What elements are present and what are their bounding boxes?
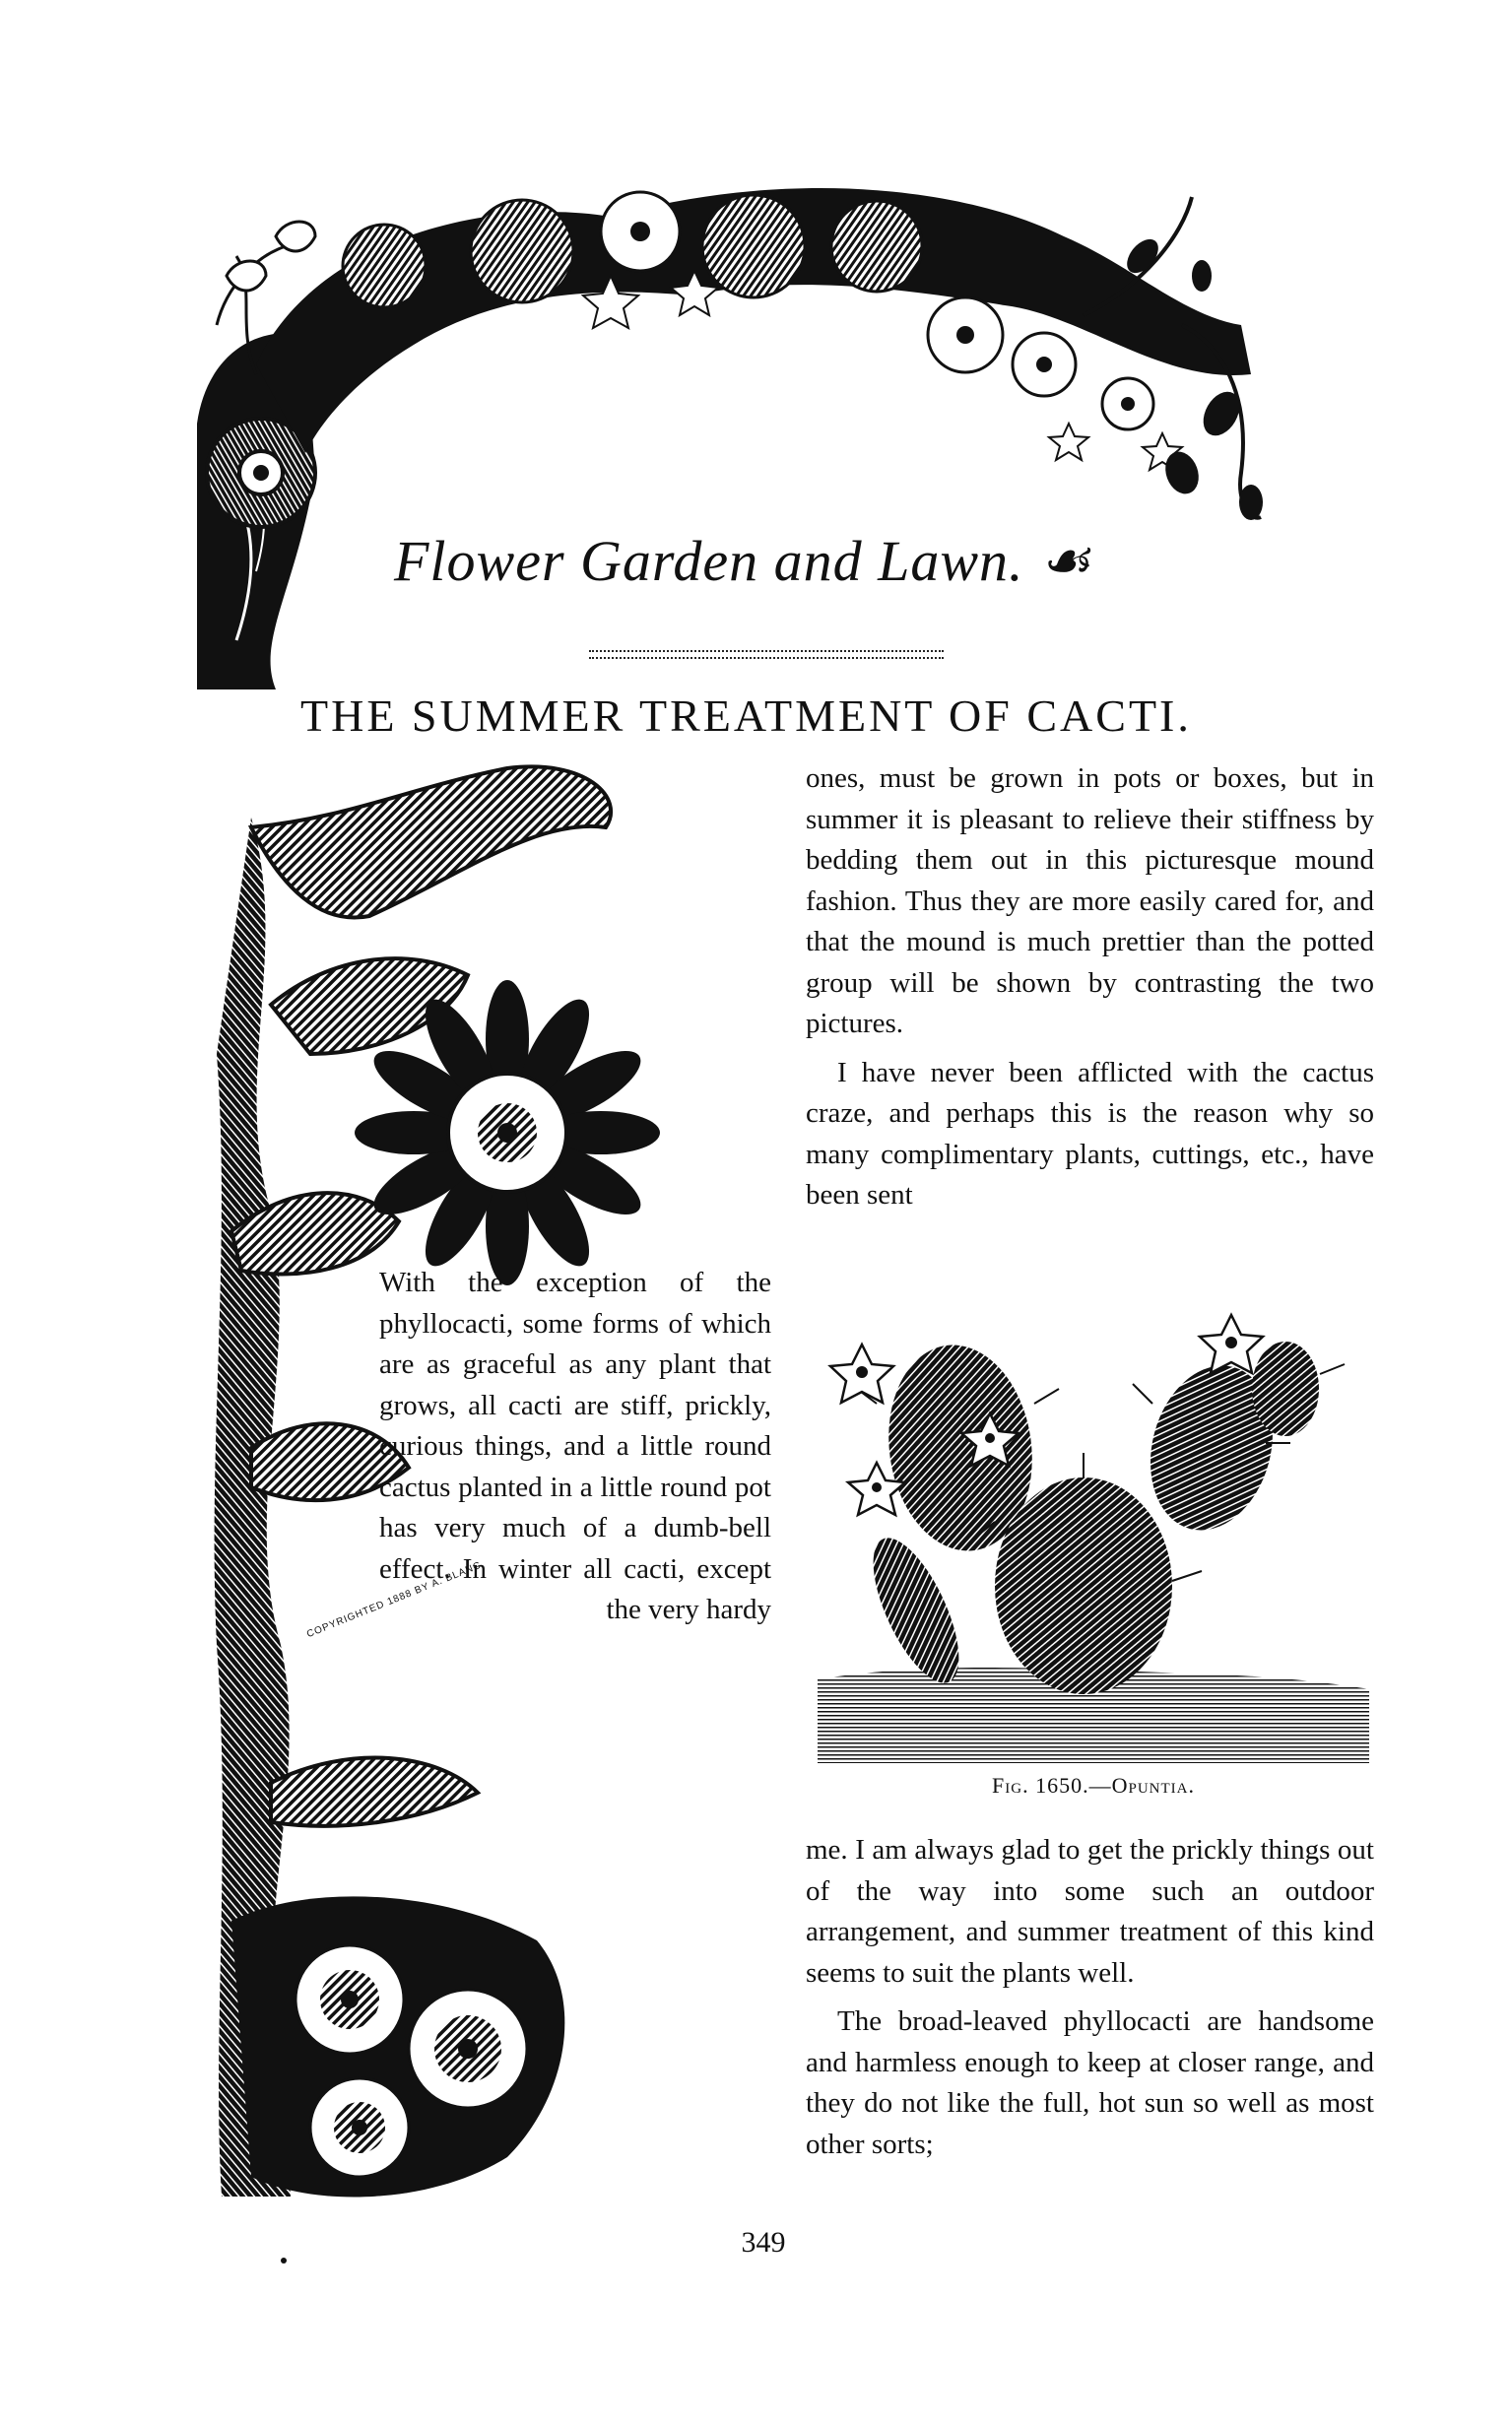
floral-header-engraving	[197, 177, 1271, 689]
article-title: THE SUMMER TREATMENT OF CACTI.	[300, 690, 1192, 741]
page-number: 349	[741, 2226, 786, 2259]
paragraph: me. I am always glad to get the prickly things out of the way into some such an outdoor arrangement, and summer treatment of this kind seems to suit the plants well.	[806, 1834, 1374, 1989]
paragraph: The broad-leaved phyllocacti are handsome and harmless enough to keep at closer range, and they do not like the full, hot sun so well as most other sorts;	[806, 2005, 1374, 2160]
paragraph: I have never been afflicted with the cactus craze, and perhaps this is the reason why so many complimentary plants, cuttings, etc., have been sent	[806, 1056, 1374, 1211]
right-column-bottom	[806, 1830, 1374, 2165]
right-column-top	[806, 758, 1374, 1216]
section-title-text: Flower Garden and Lawn.	[394, 529, 1024, 593]
section-mark-icon: ☙	[1039, 529, 1092, 593]
figure-caption-prefix: Fig. 1650.—	[992, 1773, 1112, 1798]
opuntia-figure	[818, 1285, 1369, 1763]
section-title	[394, 527, 1092, 594]
figure-caption-name: Opuntia.	[1111, 1773, 1195, 1798]
paragraph: ones, must be grown in pots or boxes, but in summer it is pleasant to relieve their stiffness by bedding them out in this picturesque mound fashion. Thus they are more easily cared for, and that the mound is much prettier than the potted group will be shown by contrasting the two pictures.	[806, 762, 1374, 1039]
title-divider	[589, 650, 944, 659]
ink-dot	[281, 2258, 287, 2264]
copyright-mark: COPYRIGHTED 1888 BY A. BLANC.	[305, 1558, 487, 1641]
paragraph: With the exception of the phyllocacti, some forms of which are as graceful as any plant that grows, all cacti are stiff, prickly, curious things, and a little round cactus planted in a little round pot has very much of a dumb-bell effect. In winter all cacti, except the very hardy	[379, 1267, 771, 1625]
figure-caption	[818, 1773, 1369, 1799]
